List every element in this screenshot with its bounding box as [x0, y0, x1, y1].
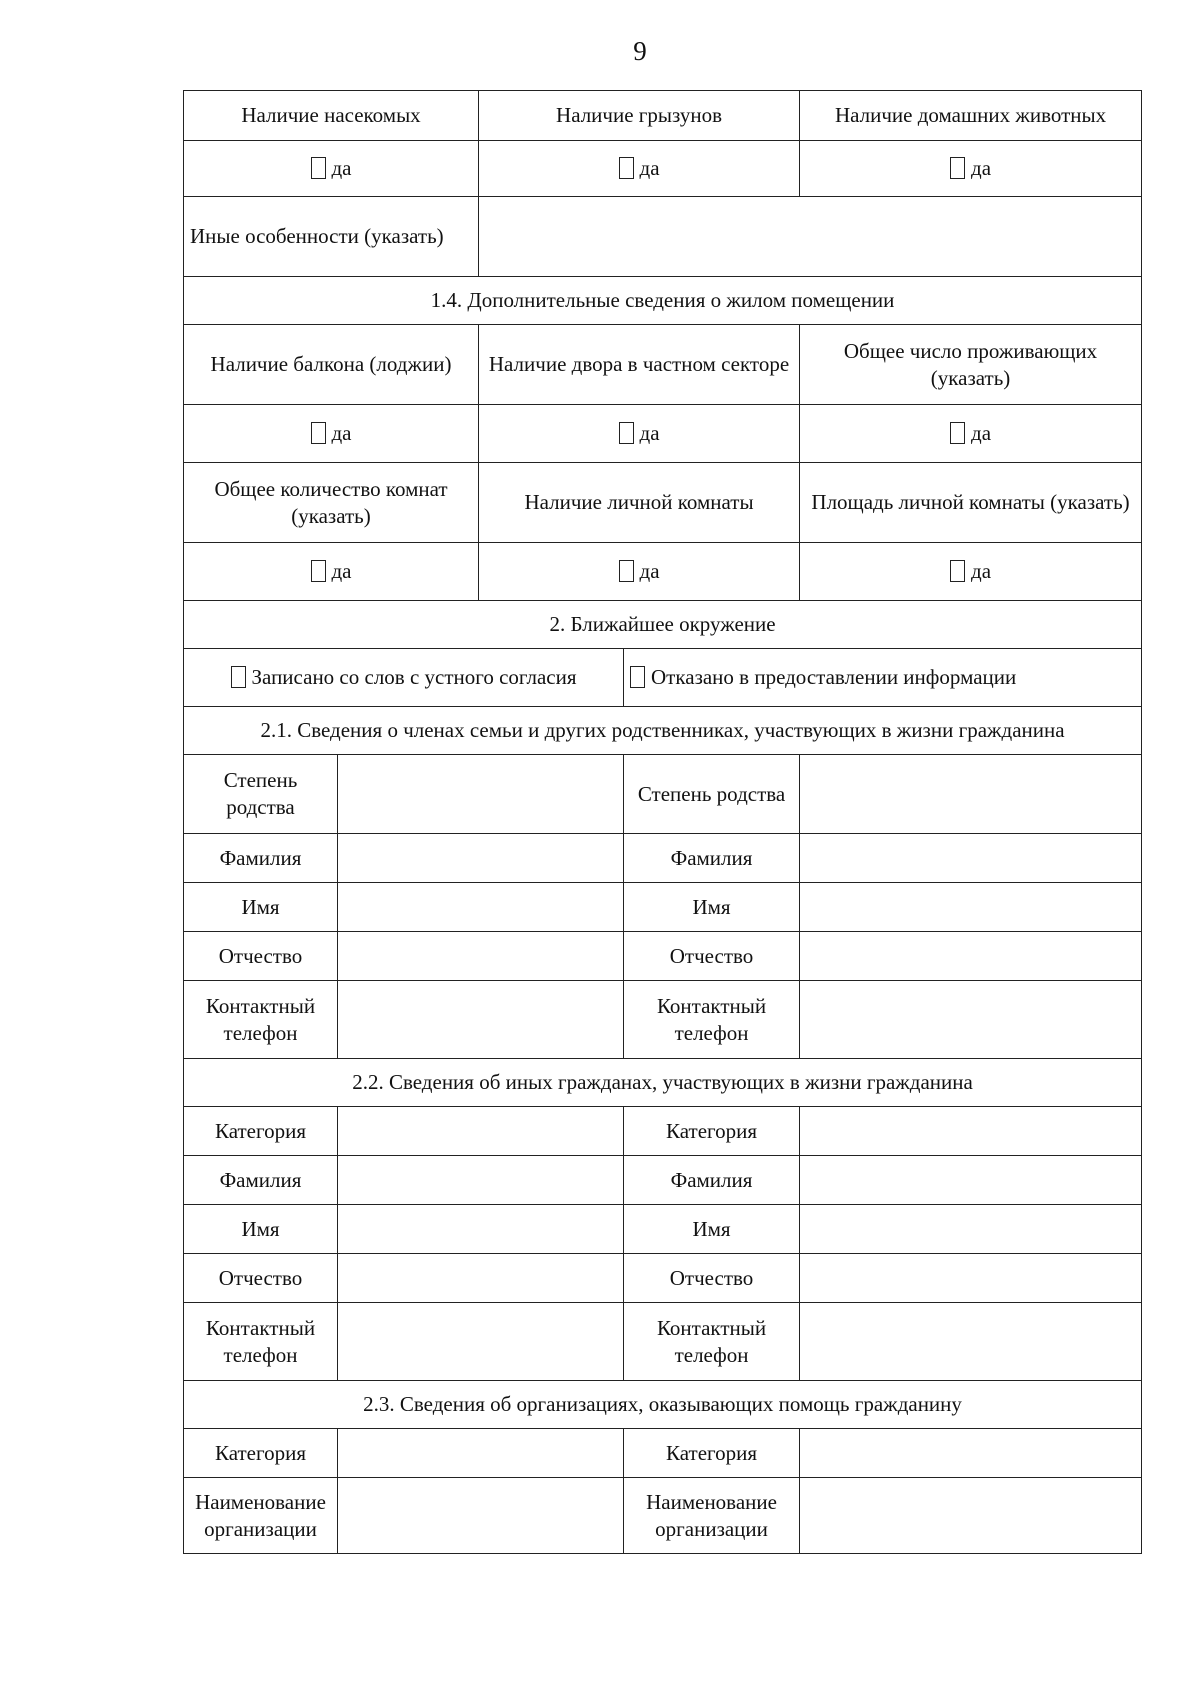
refused-option-cell: [624, 649, 1142, 707]
section-2-1-title-row: [184, 707, 1142, 755]
relatives-row: [184, 755, 1142, 834]
personal-room-area-header: Площадь личной комнаты (указать): [800, 463, 1142, 543]
category-field-1[interactable]: [338, 1107, 624, 1156]
section-2-1-title: 2.1. Сведения о членах семьи и других родственниках, участвующих в жизни гражданина: [184, 707, 1142, 755]
yes-label: да: [639, 421, 660, 445]
questionnaire-table: [183, 90, 1142, 1554]
category-label: Категория: [184, 1429, 338, 1478]
name-label: Имя: [184, 1205, 338, 1254]
patronymic-label: Отчество: [624, 932, 800, 981]
other-features-field[interactable]: [479, 197, 1142, 277]
phone-field-1[interactable]: [338, 981, 624, 1059]
patronymic-field-1[interactable]: [338, 932, 624, 981]
yes-label: да: [331, 559, 352, 583]
pets-yes-cell: [800, 141, 1142, 197]
name-field-2[interactable]: [800, 883, 1142, 932]
refused-checkbox[interactable]: [630, 666, 645, 688]
surname-label: Фамилия: [184, 1156, 338, 1205]
personal-room-header: Наличие личной комнаты: [479, 463, 800, 543]
personal-room-checkbox[interactable]: [619, 560, 634, 582]
organizations-row: [184, 1478, 1142, 1554]
page-number: 9: [633, 36, 647, 66]
yes-label: да: [971, 559, 992, 583]
refused-option-label: Отказано в предоставлении информации: [651, 665, 1017, 689]
personal-room-yes-cell: [479, 543, 800, 601]
surname-field-2[interactable]: [800, 834, 1142, 883]
residents-yes-cell: [800, 405, 1142, 463]
yes-label: да: [331, 156, 352, 180]
yard-yes-cell: [479, 405, 800, 463]
other-citizens-row: [184, 1107, 1142, 1156]
section-2-2-title: 2.2. Сведения об иных гражданах, участвующих в жизни гражданина: [184, 1059, 1142, 1107]
section-1-4-yes-row-1: [184, 405, 1142, 463]
insects-header: Наличие насекомых: [184, 91, 479, 141]
relatives-row: [184, 981, 1142, 1059]
category-label: Категория: [184, 1107, 338, 1156]
name-label: Имя: [184, 883, 338, 932]
yes-label: да: [971, 156, 992, 180]
section-2-3-title-row: [184, 1381, 1142, 1429]
residents-checkbox[interactable]: [950, 422, 965, 444]
rooms-checkbox[interactable]: [311, 560, 326, 582]
phone-label: Контактный телефон: [624, 1303, 800, 1381]
org-category-field-2[interactable]: [800, 1429, 1142, 1478]
relation-field-2[interactable]: [800, 755, 1142, 834]
phone-field-2[interactable]: [800, 1303, 1142, 1381]
pets-header: Наличие домашних животных: [800, 91, 1142, 141]
section-1-4-title: 1.4. Дополнительные сведения о жилом помещении: [184, 277, 1142, 325]
org-category-field-1[interactable]: [338, 1429, 624, 1478]
other-citizens-row: [184, 1156, 1142, 1205]
rooms-count-header: Общее количество комнат (указать): [184, 463, 479, 543]
org-name-field-1[interactable]: [338, 1478, 624, 1554]
name-field-1[interactable]: [338, 883, 624, 932]
consent-checkbox[interactable]: [231, 666, 246, 688]
rooms-yes-cell: [184, 543, 479, 601]
other-citizens-row: [184, 1303, 1142, 1381]
phone-field-1[interactable]: [338, 1303, 624, 1381]
org-name-label: Наименование организации: [624, 1478, 800, 1554]
balcony-yes-cell: [184, 405, 479, 463]
patronymic-field-2[interactable]: [800, 932, 1142, 981]
surname-label: Фамилия: [624, 834, 800, 883]
yes-label: да: [971, 421, 992, 445]
org-name-label: Наименование организации: [184, 1478, 338, 1554]
patronymic-label: Отчество: [184, 932, 338, 981]
category-field-2[interactable]: [800, 1107, 1142, 1156]
relatives-row: [184, 883, 1142, 932]
section-1-4-headers-row-1: [184, 325, 1142, 405]
section-1-4-headers-row-2: [184, 463, 1142, 543]
housing-headers-row: [184, 91, 1142, 141]
patronymic-label: Отчество: [624, 1254, 800, 1303]
yard-header: Наличие двора в частном секторе: [479, 325, 800, 405]
section-2-2-title-row: [184, 1059, 1142, 1107]
consent-option-cell: [184, 649, 624, 707]
phone-label: Контактный телефон: [184, 981, 338, 1059]
phone-label: Контактный телефон: [184, 1303, 338, 1381]
org-name-field-2[interactable]: [800, 1478, 1142, 1554]
yes-label: да: [639, 559, 660, 583]
surname-label: Фамилия: [184, 834, 338, 883]
surname-field-2[interactable]: [800, 1156, 1142, 1205]
housing-yes-row: [184, 141, 1142, 197]
relation-field-1[interactable]: [338, 755, 624, 834]
surname-field-1[interactable]: [338, 834, 624, 883]
name-field-1[interactable]: [338, 1205, 624, 1254]
patronymic-label: Отчество: [184, 1254, 338, 1303]
relation-label: Степень родства: [624, 755, 800, 834]
section-1-4-title-row: [184, 277, 1142, 325]
residents-count-header: Общее число проживающих (указать): [800, 325, 1142, 405]
pets-checkbox[interactable]: [950, 157, 965, 179]
other-citizens-row: [184, 1254, 1142, 1303]
section-2-3-title: 2.3. Сведения об организациях, оказывающих помощь гражданину: [184, 1381, 1142, 1429]
rodents-header: Наличие грызунов: [479, 91, 800, 141]
section-2-options-row: [184, 649, 1142, 707]
section-1-4-yes-row-2: [184, 543, 1142, 601]
category-label: Категория: [624, 1429, 800, 1478]
balcony-checkbox[interactable]: [311, 422, 326, 444]
relatives-row: [184, 932, 1142, 981]
category-label: Категория: [624, 1107, 800, 1156]
name-label: Имя: [624, 1205, 800, 1254]
room-area-checkbox[interactable]: [950, 560, 965, 582]
consent-option-label: Записано со слов с устного согласия: [251, 665, 577, 689]
phone-field-2[interactable]: [800, 981, 1142, 1059]
room-area-yes-cell: [800, 543, 1142, 601]
section-2-title: 2. Ближайшее окружение: [184, 601, 1142, 649]
patronymic-field-2[interactable]: [800, 1254, 1142, 1303]
relatives-row: [184, 834, 1142, 883]
relation-label: Степень родства: [184, 755, 338, 834]
patronymic-field-1[interactable]: [338, 1254, 624, 1303]
other-citizens-row: [184, 1205, 1142, 1254]
surname-field-1[interactable]: [338, 1156, 624, 1205]
surname-label: Фамилия: [624, 1156, 800, 1205]
yes-label: да: [331, 421, 352, 445]
organizations-row: [184, 1429, 1142, 1478]
other-features-label: Иные особенности (указать): [184, 197, 479, 277]
rodents-yes-cell: [479, 141, 800, 197]
yard-checkbox[interactable]: [619, 422, 634, 444]
balcony-header: Наличие балкона (лоджии): [184, 325, 479, 405]
insects-checkbox[interactable]: [311, 157, 326, 179]
name-label: Имя: [624, 883, 800, 932]
other-features-row: [184, 197, 1142, 277]
rodents-checkbox[interactable]: [619, 157, 634, 179]
section-2-title-row: [184, 601, 1142, 649]
yes-label: да: [639, 156, 660, 180]
phone-label: Контактный телефон: [624, 981, 800, 1059]
name-field-2[interactable]: [800, 1205, 1142, 1254]
insects-yes-cell: [184, 141, 479, 197]
